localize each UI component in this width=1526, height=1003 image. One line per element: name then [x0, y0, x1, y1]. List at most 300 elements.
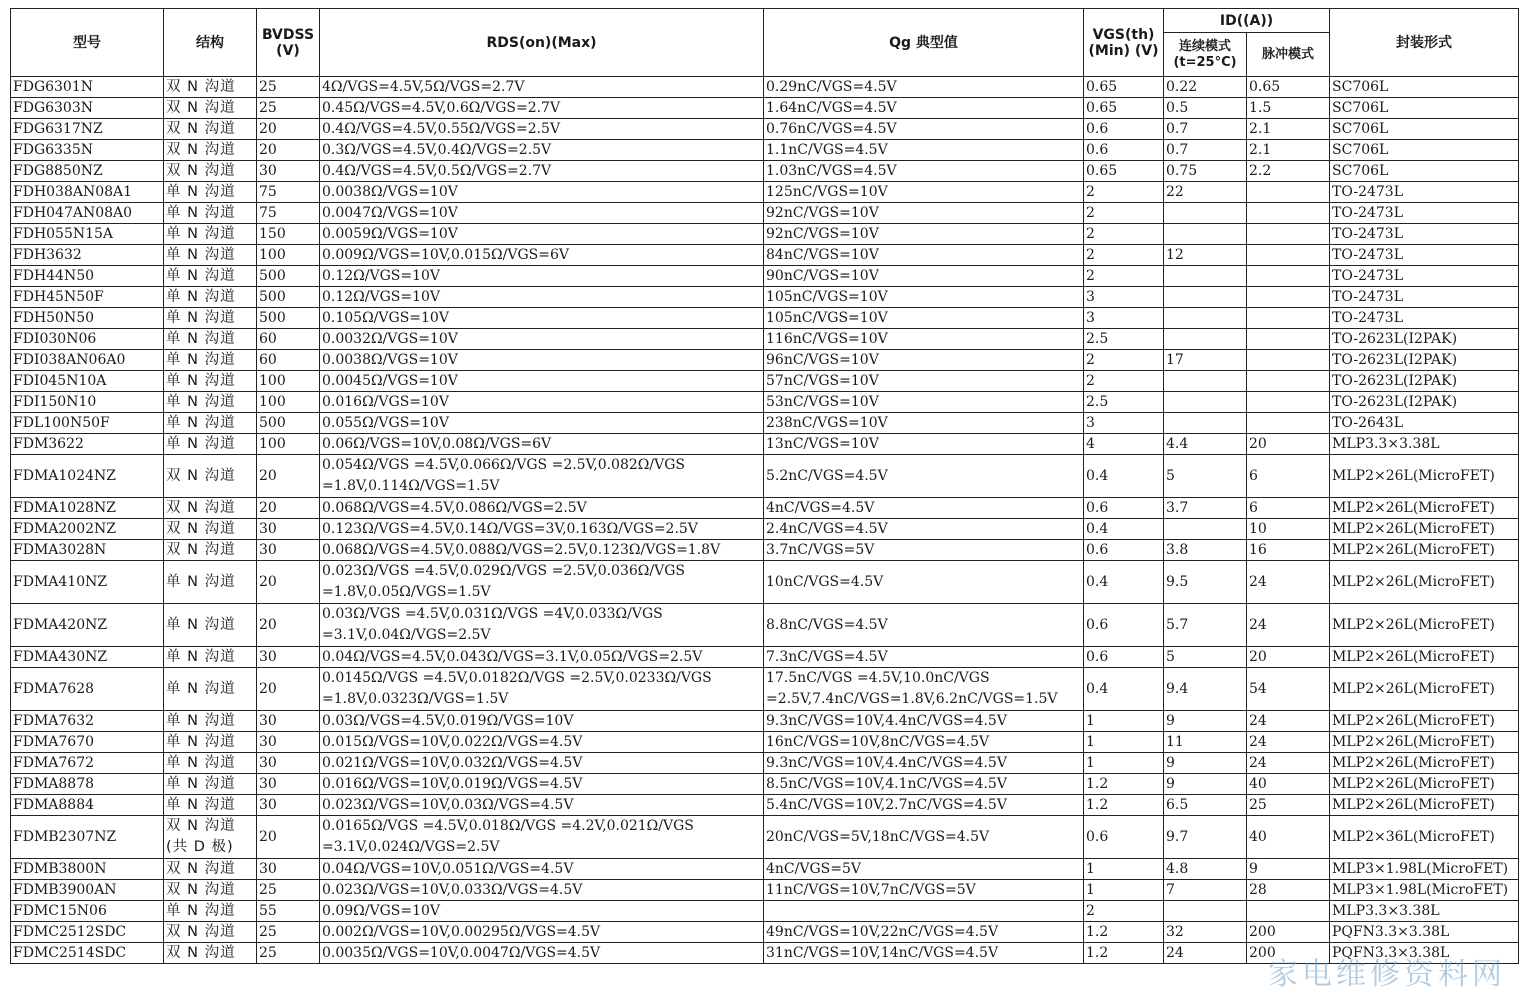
cell-model: FDMB3900AN — [11, 880, 164, 901]
table-row — [11, 77, 1519, 98]
cell-qg: 20nC/VGS=5V,18nC/VGS=4.5V — [764, 816, 1084, 859]
cell-structure: 单 N 沟道 — [164, 732, 257, 753]
cell-rds-on: 0.023Ω/VGS =4.5V,0.029Ω/VGS =2.5V,0.036Ω/VGS =1.8V,0.05Ω/VGS=1.5V — [320, 561, 764, 604]
cell-package: MLP2×26L(MicroFET) — [1330, 455, 1519, 498]
cell-id-pulse: 24 — [1247, 604, 1330, 647]
cell-bvdss: 150 — [257, 224, 320, 245]
cell-vgs-th: 1 — [1084, 711, 1164, 732]
cell-id-pulse — [1247, 287, 1330, 308]
cell-bvdss: 75 — [257, 182, 320, 203]
cell-package: MLP2×26L(MicroFET) — [1330, 498, 1519, 519]
cell-qg: 16nC/VGS=10V,8nC/VGS=4.5V — [764, 732, 1084, 753]
cell-rds-on: 0.009Ω/VGS=10V,0.015Ω/VGS=6V — [320, 245, 764, 266]
cell-rds-on: 0.023Ω/VGS=10V,0.033Ω/VGS=4.5V — [320, 880, 764, 901]
table-row — [11, 711, 1519, 732]
cell-id-pulse: 200 — [1247, 922, 1330, 943]
cell-bvdss: 20 — [257, 498, 320, 519]
header-vgs-line2: (Min) (V) — [1088, 42, 1159, 59]
cell-id-pulse: 6 — [1247, 455, 1330, 498]
cell-model: FDMA7670 — [11, 732, 164, 753]
header-bvdss-line2: (V) — [276, 42, 300, 59]
cell-vgs-th: 2 — [1084, 901, 1164, 922]
table-row — [11, 647, 1519, 668]
cell-id-pulse — [1247, 245, 1330, 266]
cell-qg: 53nC/VGS=10V — [764, 392, 1084, 413]
table-row — [11, 413, 1519, 434]
cell-vgs-th: 2 — [1084, 203, 1164, 224]
cell-structure: 单 N 沟道 — [164, 308, 257, 329]
cell-qg: 31nC/VGS=10V,14nC/VGS=4.5V — [764, 943, 1084, 964]
table-row — [11, 540, 1519, 561]
cell-model: FDG6335N — [11, 140, 164, 161]
cell-rds-on: 0.0059Ω/VGS=10V — [320, 224, 764, 245]
cell-package: MLP2×26L(MicroFET) — [1330, 753, 1519, 774]
cell-id-pulse — [1247, 392, 1330, 413]
cell-id-continuous: 9.5 — [1164, 561, 1247, 604]
cell-rds-on: 0.016Ω/VGS=10V,0.019Ω/VGS=4.5V — [320, 774, 764, 795]
header-vgs — [1084, 9, 1164, 77]
table-row — [11, 732, 1519, 753]
cell-vgs-th: 0.4 — [1084, 561, 1164, 604]
cell-vgs-th: 2 — [1084, 266, 1164, 287]
cell-rds-on: 4Ω/VGS=4.5V,5Ω/VGS=2.7V — [320, 77, 764, 98]
cell-id-continuous — [1164, 329, 1247, 350]
cell-rds-on: 0.4Ω/VGS=4.5V,0.55Ω/VGS=2.5V — [320, 119, 764, 140]
header-id: ID((A)) — [1164, 9, 1330, 33]
cell-rds-on: 0.068Ω/VGS=4.5V,0.086Ω/VGS=2.5V — [320, 498, 764, 519]
cell-id-pulse: 24 — [1247, 753, 1330, 774]
cell-vgs-th: 1 — [1084, 880, 1164, 901]
cell-bvdss: 100 — [257, 245, 320, 266]
cell-package: MLP2×26L(MicroFET) — [1330, 519, 1519, 540]
cell-rds-on: 0.068Ω/VGS=4.5V,0.088Ω/VGS=2.5V,0.123Ω/VGS=1.8V — [320, 540, 764, 561]
cell-vgs-th: 1.2 — [1084, 943, 1164, 964]
table-row — [11, 308, 1519, 329]
cell-structure: 双 N 沟道(共 D 极) — [164, 816, 257, 859]
cell-qg: 90nC/VGS=10V — [764, 266, 1084, 287]
table-row — [11, 329, 1519, 350]
cell-qg: 84nC/VGS=10V — [764, 245, 1084, 266]
cell-package: MLP3×1.98L(MicroFET) — [1330, 859, 1519, 880]
cell-model: FDH50N50 — [11, 308, 164, 329]
cell-id-continuous: 7 — [1164, 880, 1247, 901]
cell-model: FDMC2512SDC — [11, 922, 164, 943]
cell-structure: 单 N 沟道 — [164, 434, 257, 455]
cell-id-continuous: 12 — [1164, 245, 1247, 266]
cell-structure: 单 N 沟道 — [164, 647, 257, 668]
header-model: 型号 — [11, 9, 164, 77]
cell-rds-on: 0.0038Ω/VGS=10V — [320, 182, 764, 203]
cell-bvdss: 55 — [257, 901, 320, 922]
table-row — [11, 392, 1519, 413]
cell-vgs-th: 0.65 — [1084, 77, 1164, 98]
cell-structure: 双 N 沟道 — [164, 943, 257, 964]
cell-package: TO-2623L(I2PAK) — [1330, 371, 1519, 392]
cell-structure: 单 N 沟道 — [164, 392, 257, 413]
cell-id-continuous: 17 — [1164, 350, 1247, 371]
cell-model: FDH055N15A — [11, 224, 164, 245]
cell-bvdss: 20 — [257, 561, 320, 604]
cell-vgs-th: 2 — [1084, 245, 1164, 266]
cell-bvdss: 25 — [257, 77, 320, 98]
cell-vgs-th: 0.65 — [1084, 98, 1164, 119]
cell-id-pulse — [1247, 203, 1330, 224]
header-id-continuous-line1: 连续模式 — [1178, 38, 1231, 54]
cell-vgs-th: 1.2 — [1084, 774, 1164, 795]
cell-bvdss: 100 — [257, 434, 320, 455]
cell-package: TO-2473L — [1330, 308, 1519, 329]
cell-bvdss: 20 — [257, 455, 320, 498]
cell-bvdss: 30 — [257, 774, 320, 795]
header-rds: RDS(on)(Max) — [320, 9, 764, 77]
cell-vgs-th: 3 — [1084, 287, 1164, 308]
table-row — [11, 434, 1519, 455]
cell-id-continuous: 5.7 — [1164, 604, 1247, 647]
cell-vgs-th: 2.5 — [1084, 392, 1164, 413]
cell-rds-on: 0.12Ω/VGS=10V — [320, 287, 764, 308]
table-row — [11, 604, 1519, 647]
cell-rds-on: 0.0165Ω/VGS =4.5V,0.018Ω/VGS =4.2V,0.021Ω/VGS =3.1V,0.024Ω/VGS=2.5V — [320, 816, 764, 859]
cell-id-pulse: 28 — [1247, 880, 1330, 901]
cell-qg: 10nC/VGS=4.5V — [764, 561, 1084, 604]
cell-rds-on: 0.055Ω/VGS=10V — [320, 413, 764, 434]
header-package: 封装形式 — [1330, 9, 1519, 77]
cell-id-continuous: 4.8 — [1164, 859, 1247, 880]
cell-id-continuous: 24 — [1164, 943, 1247, 964]
cell-rds-on: 0.04Ω/VGS=10V,0.051Ω/VGS=4.5V — [320, 859, 764, 880]
cell-id-pulse — [1247, 224, 1330, 245]
cell-vgs-th: 1.2 — [1084, 922, 1164, 943]
cell-id-pulse — [1247, 901, 1330, 922]
cell-bvdss: 100 — [257, 371, 320, 392]
cell-vgs-th: 2 — [1084, 371, 1164, 392]
cell-structure: 双 N 沟道 — [164, 540, 257, 561]
cell-bvdss: 500 — [257, 413, 320, 434]
cell-rds-on: 0.054Ω/VGS =4.5V,0.066Ω/VGS =2.5V,0.082Ω/VGS =1.8V,0.114Ω/VGS=1.5V — [320, 455, 764, 498]
cell-rds-on: 0.0045Ω/VGS=10V — [320, 371, 764, 392]
cell-bvdss: 25 — [257, 880, 320, 901]
cell-package: TO-2643L — [1330, 413, 1519, 434]
cell-id-pulse — [1247, 350, 1330, 371]
cell-qg: 105nC/VGS=10V — [764, 287, 1084, 308]
cell-model: FDG8850NZ — [11, 161, 164, 182]
cell-package: SC706L — [1330, 119, 1519, 140]
table-row — [11, 498, 1519, 519]
cell-bvdss: 100 — [257, 392, 320, 413]
cell-model: FDMA2002NZ — [11, 519, 164, 540]
cell-id-continuous: 9 — [1164, 774, 1247, 795]
cell-structure: 双 N 沟道 — [164, 859, 257, 880]
mosfet-spec-table — [10, 8, 1519, 964]
cell-id-continuous — [1164, 392, 1247, 413]
cell-bvdss: 30 — [257, 647, 320, 668]
table-row — [11, 774, 1519, 795]
cell-vgs-th: 0.6 — [1084, 604, 1164, 647]
table-row — [11, 245, 1519, 266]
cell-model: FDG6303N — [11, 98, 164, 119]
header-id-continuous-line2: (t=25°C) — [1173, 54, 1237, 70]
cell-id-continuous — [1164, 308, 1247, 329]
cell-id-pulse: 40 — [1247, 774, 1330, 795]
cell-bvdss: 20 — [257, 604, 320, 647]
cell-qg: 0.29nC/VGS=4.5V — [764, 77, 1084, 98]
cell-id-continuous — [1164, 203, 1247, 224]
cell-package: MLP2×26L(MicroFET) — [1330, 561, 1519, 604]
cell-vgs-th: 0.6 — [1084, 540, 1164, 561]
cell-model: FDH047AN08A0 — [11, 203, 164, 224]
cell-qg: 1.64nC/VGS=4.5V — [764, 98, 1084, 119]
table-row — [11, 287, 1519, 308]
cell-model: FDI038AN06A0 — [11, 350, 164, 371]
cell-rds-on: 0.09Ω/VGS=10V — [320, 901, 764, 922]
cell-package: SC706L — [1330, 140, 1519, 161]
cell-vgs-th: 0.65 — [1084, 161, 1164, 182]
cell-structure: 双 N 沟道 — [164, 140, 257, 161]
table-row — [11, 266, 1519, 287]
cell-model: FDMC2514SDC — [11, 943, 164, 964]
cell-structure: 单 N 沟道 — [164, 774, 257, 795]
cell-id-pulse: 24 — [1247, 561, 1330, 604]
table-row — [11, 371, 1519, 392]
cell-id-pulse: 25 — [1247, 795, 1330, 816]
cell-qg: 0.76nC/VGS=4.5V — [764, 119, 1084, 140]
cell-id-pulse: 6 — [1247, 498, 1330, 519]
cell-structure: 单 N 沟道 — [164, 561, 257, 604]
cell-qg: 116nC/VGS=10V — [764, 329, 1084, 350]
cell-model: FDM3622 — [11, 434, 164, 455]
cell-rds-on: 0.45Ω/VGS=4.5V,0.6Ω/VGS=2.7V — [320, 98, 764, 119]
cell-vgs-th: 2 — [1084, 224, 1164, 245]
cell-package: TO-2473L — [1330, 203, 1519, 224]
cell-model: FDMC15N06 — [11, 901, 164, 922]
table-body — [11, 77, 1519, 964]
cell-id-continuous — [1164, 413, 1247, 434]
site-watermark: 家电维修资料网 — [1268, 957, 1506, 992]
cell-id-continuous — [1164, 287, 1247, 308]
cell-vgs-th: 0.6 — [1084, 816, 1164, 859]
cell-structure: 单 N 沟道 — [164, 350, 257, 371]
cell-vgs-th: 2.5 — [1084, 329, 1164, 350]
cell-qg: 96nC/VGS=10V — [764, 350, 1084, 371]
cell-id-continuous: 22 — [1164, 182, 1247, 203]
cell-structure: 单 N 沟道 — [164, 668, 257, 711]
cell-structure: 双 N 沟道 — [164, 498, 257, 519]
cell-id-pulse: 20 — [1247, 647, 1330, 668]
table-row — [11, 224, 1519, 245]
cell-id-continuous: 5 — [1164, 647, 1247, 668]
cell-package: TO-2623L(I2PAK) — [1330, 350, 1519, 371]
cell-bvdss: 500 — [257, 287, 320, 308]
cell-package: SC706L — [1330, 98, 1519, 119]
cell-structure: 单 N 沟道 — [164, 604, 257, 647]
cell-model: FDMA430NZ — [11, 647, 164, 668]
cell-id-continuous: 11 — [1164, 732, 1247, 753]
cell-id-continuous: 32 — [1164, 922, 1247, 943]
cell-model: FDMA7628 — [11, 668, 164, 711]
cell-model: FDI045N10A — [11, 371, 164, 392]
cell-id-continuous: 3.8 — [1164, 540, 1247, 561]
cell-structure: 单 N 沟道 — [164, 245, 257, 266]
cell-qg: 8.5nC/VGS=10V,4.1nC/VGS=4.5V — [764, 774, 1084, 795]
cell-structure: 单 N 沟道 — [164, 753, 257, 774]
cell-rds-on: 0.0145Ω/VGS =4.5V,0.0182Ω/VGS =2.5V,0.0233Ω/VGS =1.8V,0.0323Ω/VGS=1.5V — [320, 668, 764, 711]
cell-model: FDH45N50F — [11, 287, 164, 308]
cell-model: FDMA8878 — [11, 774, 164, 795]
cell-id-pulse — [1247, 308, 1330, 329]
cell-qg: 1.1nC/VGS=4.5V — [764, 140, 1084, 161]
cell-qg: 4nC/VGS=5V — [764, 859, 1084, 880]
cell-bvdss: 30 — [257, 732, 320, 753]
cell-rds-on: 0.0047Ω/VGS=10V — [320, 203, 764, 224]
mosfet-spec-table-sheet — [10, 8, 1518, 964]
cell-model: FDH038AN08A1 — [11, 182, 164, 203]
cell-package: TO-2473L — [1330, 287, 1519, 308]
cell-package: MLP2×26L(MicroFET) — [1330, 647, 1519, 668]
cell-id-continuous: 0.7 — [1164, 119, 1247, 140]
header-id-continuous — [1164, 33, 1247, 77]
cell-rds-on: 0.023Ω/VGS=10V,0.03Ω/VGS=4.5V — [320, 795, 764, 816]
cell-structure: 双 N 沟道 — [164, 119, 257, 140]
cell-rds-on: 0.0032Ω/VGS=10V — [320, 329, 764, 350]
cell-model: FDMB2307NZ — [11, 816, 164, 859]
cell-bvdss: 20 — [257, 816, 320, 859]
cell-structure: 单 N 沟道 — [164, 266, 257, 287]
cell-rds-on: 0.002Ω/VGS=10V,0.00295Ω/VGS=4.5V — [320, 922, 764, 943]
cell-rds-on: 0.3Ω/VGS=4.5V,0.4Ω/VGS=2.5V — [320, 140, 764, 161]
cell-package: MLP3.3×3.38L — [1330, 434, 1519, 455]
cell-bvdss: 30 — [257, 859, 320, 880]
cell-id-pulse: 24 — [1247, 732, 1330, 753]
cell-bvdss: 20 — [257, 119, 320, 140]
cell-model: FDMA1028NZ — [11, 498, 164, 519]
cell-rds-on: 0.06Ω/VGS=10V,0.08Ω/VGS=6V — [320, 434, 764, 455]
cell-rds-on: 0.0038Ω/VGS=10V — [320, 350, 764, 371]
table-row — [11, 161, 1519, 182]
cell-vgs-th: 0.4 — [1084, 668, 1164, 711]
cell-id-pulse: 9 — [1247, 859, 1330, 880]
cell-rds-on: 0.03Ω/VGS =4.5V,0.031Ω/VGS =4V,0.033Ω/VGS =3.1V,0.04Ω/VGS=2.5V — [320, 604, 764, 647]
cell-model: FDH3632 — [11, 245, 164, 266]
cell-bvdss: 20 — [257, 668, 320, 711]
cell-qg — [764, 901, 1084, 922]
cell-id-pulse — [1247, 266, 1330, 287]
cell-bvdss: 60 — [257, 329, 320, 350]
header-id-pulse: 脉冲模式 — [1247, 33, 1330, 77]
cell-structure: 单 N 沟道 — [164, 711, 257, 732]
cell-bvdss: 30 — [257, 795, 320, 816]
cell-id-continuous: 9 — [1164, 753, 1247, 774]
cell-bvdss: 20 — [257, 140, 320, 161]
table-row — [11, 203, 1519, 224]
header-bvdss — [257, 9, 320, 77]
cell-bvdss: 500 — [257, 308, 320, 329]
cell-qg: 9.3nC/VGS=10V,4.4nC/VGS=4.5V — [764, 711, 1084, 732]
cell-qg: 92nC/VGS=10V — [764, 224, 1084, 245]
cell-bvdss: 25 — [257, 98, 320, 119]
cell-package: TO-2473L — [1330, 245, 1519, 266]
header-bvdss-line1: BVDSS — [261, 26, 315, 43]
table-row — [11, 140, 1519, 161]
cell-id-continuous — [1164, 519, 1247, 540]
cell-qg: 11nC/VGS=10V,7nC/VGS=5V — [764, 880, 1084, 901]
cell-id-pulse: 1.5 — [1247, 98, 1330, 119]
cell-package: MLP2×26L(MicroFET) — [1330, 711, 1519, 732]
cell-model: FDG6317NZ — [11, 119, 164, 140]
cell-vgs-th: 2 — [1084, 182, 1164, 203]
cell-vgs-th: 0.6 — [1084, 647, 1164, 668]
table-row — [11, 119, 1519, 140]
cell-id-pulse: 0.65 — [1247, 77, 1330, 98]
cell-vgs-th: 1 — [1084, 859, 1164, 880]
table-row — [11, 182, 1519, 203]
cell-id-pulse: 200 — [1247, 943, 1330, 964]
cell-qg: 13nC/VGS=10V — [764, 434, 1084, 455]
cell-bvdss: 30 — [257, 711, 320, 732]
cell-qg: 5.4nC/VGS=10V,2.7nC/VGS=4.5V — [764, 795, 1084, 816]
cell-structure: 单 N 沟道 — [164, 901, 257, 922]
cell-qg: 17.5nC/VGS =4.5V,10.0nC/VGS =2.5V,7.4nC/VGS=1.8V,6.2nC/VGS=1.5V — [764, 668, 1084, 711]
table-row — [11, 943, 1519, 964]
cell-model: FDMA1024NZ — [11, 455, 164, 498]
cell-structure: 单 N 沟道 — [164, 329, 257, 350]
cell-package: MLP2×26L(MicroFET) — [1330, 795, 1519, 816]
table-header — [11, 9, 1519, 77]
cell-package: MLP2×36L(MicroFET) — [1330, 816, 1519, 859]
cell-model: FDMA3028N — [11, 540, 164, 561]
cell-rds-on: 0.4Ω/VGS=4.5V,0.5Ω/VGS=2.7V — [320, 161, 764, 182]
cell-model: FDMA7632 — [11, 711, 164, 732]
cell-structure: 双 N 沟道 — [164, 922, 257, 943]
cell-id-pulse: 2.1 — [1247, 140, 1330, 161]
cell-package: MLP2×26L(MicroFET) — [1330, 604, 1519, 647]
cell-qg: 49nC/VGS=10V,22nC/VGS=4.5V — [764, 922, 1084, 943]
cell-model: FDG6301N — [11, 77, 164, 98]
table-row — [11, 880, 1519, 901]
cell-bvdss: 25 — [257, 922, 320, 943]
cell-bvdss: 30 — [257, 519, 320, 540]
cell-id-pulse — [1247, 329, 1330, 350]
cell-qg: 8.8nC/VGS=4.5V — [764, 604, 1084, 647]
cell-id-pulse: 20 — [1247, 434, 1330, 455]
cell-package: MLP3×1.98L(MicroFET) — [1330, 880, 1519, 901]
cell-id-continuous: 4.4 — [1164, 434, 1247, 455]
cell-model: FDI150N10 — [11, 392, 164, 413]
cell-vgs-th: 3 — [1084, 308, 1164, 329]
cell-qg: 125nC/VGS=10V — [764, 182, 1084, 203]
table-row — [11, 561, 1519, 604]
cell-qg: 57nC/VGS=10V — [764, 371, 1084, 392]
cell-structure: 双 N 沟道 — [164, 519, 257, 540]
cell-id-continuous: 5 — [1164, 455, 1247, 498]
cell-id-continuous — [1164, 901, 1247, 922]
cell-id-pulse: 10 — [1247, 519, 1330, 540]
cell-structure: 双 N 沟道 — [164, 161, 257, 182]
cell-id-pulse: 24 — [1247, 711, 1330, 732]
cell-package: TO-2623L(I2PAK) — [1330, 392, 1519, 413]
cell-vgs-th: 1 — [1084, 732, 1164, 753]
table-row — [11, 753, 1519, 774]
cell-rds-on: 0.0035Ω/VGS=10V,0.0047Ω/VGS=4.5V — [320, 943, 764, 964]
table-row — [11, 668, 1519, 711]
cell-model: FDMA8884 — [11, 795, 164, 816]
cell-structure: 单 N 沟道 — [164, 795, 257, 816]
cell-rds-on: 0.12Ω/VGS=10V — [320, 266, 764, 287]
cell-package: MLP2×26L(MicroFET) — [1330, 732, 1519, 753]
cell-id-pulse — [1247, 371, 1330, 392]
cell-structure: 单 N 沟道 — [164, 182, 257, 203]
cell-qg: 4nC/VGS=4.5V — [764, 498, 1084, 519]
cell-structure: 双 N 沟道 — [164, 98, 257, 119]
